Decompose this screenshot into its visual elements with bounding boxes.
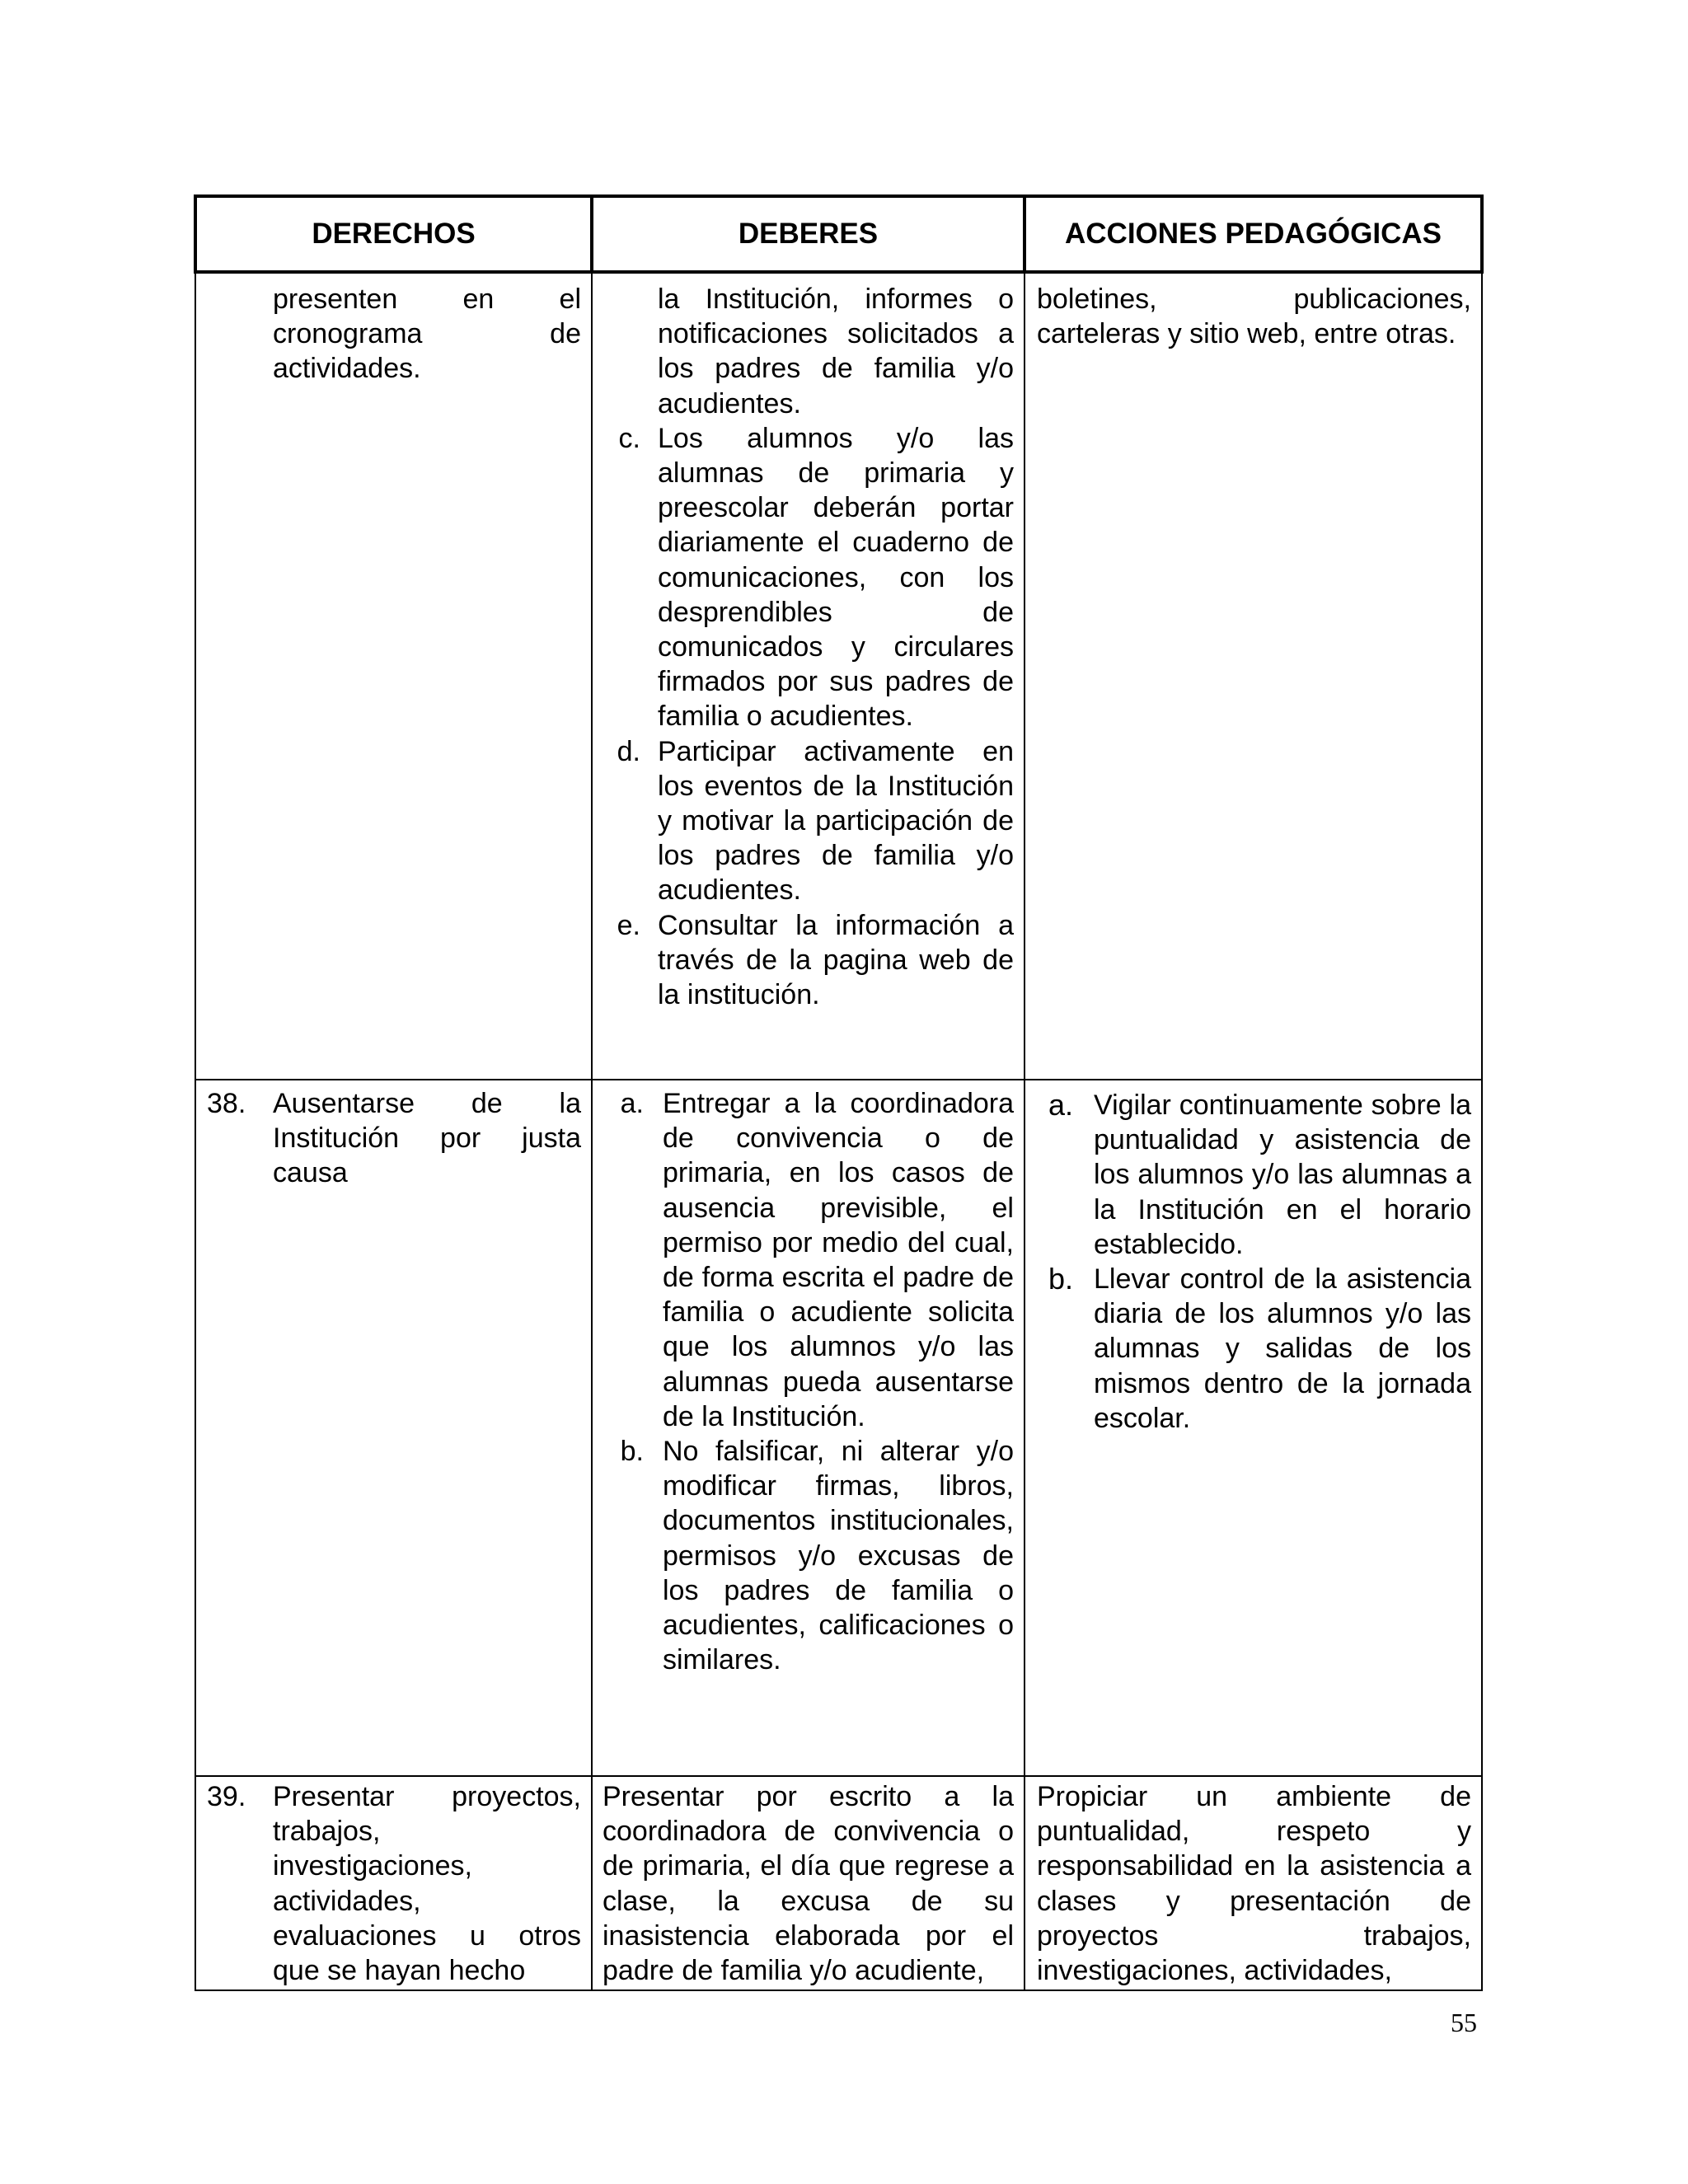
derecho-cell (195, 1080, 592, 1776)
deberes-cell (592, 272, 1025, 1080)
deberes-list (593, 1080, 1024, 1677)
list-item (611, 1086, 1014, 1434)
item-marker: c. (618, 422, 640, 454)
list-item (611, 421, 1014, 734)
deber-text: Presentar por escrito a la coordinadora de convivencia o de primaria, el día que regrese a clase, la excusa de su inasistencia elaborada por el padre de familia y/o acudiente, (603, 1781, 1014, 1987)
accion-text: boletines, publicaciones, carteleras y sitio web, entre otras. (1037, 284, 1471, 350)
page-number: 55 (1451, 2008, 1477, 2037)
deberes-list (593, 274, 1024, 1012)
item-marker: b. (1048, 1262, 1073, 1296)
deberes-cell (592, 1776, 1025, 1990)
list-item (1043, 1262, 1471, 1436)
acciones-cell (1025, 1080, 1482, 1776)
header-deberes: DEBERES (592, 196, 1025, 272)
item-text: la Institución, informes o notificaciones solicitados a los padres de familia y/o acudientes. (658, 284, 1014, 419)
derecho-cell (195, 1776, 592, 1990)
item-marker: e. (617, 909, 640, 941)
item-marker (611, 282, 658, 421)
table-row (195, 272, 1482, 1080)
item-text: Participar activamente en los eventos de la Institución y motivar la participación de los padres de familia y/o acudientes. (658, 735, 1014, 907)
item-marker: a. (1048, 1088, 1073, 1122)
item-marker: a. (620, 1088, 644, 1119)
list-item (611, 908, 1014, 1013)
item-marker: d. (617, 735, 640, 767)
table-header-row (195, 196, 1482, 272)
acciones-cell (1025, 272, 1482, 1080)
accion-text: Propiciar un ambiente de puntualidad, respeto y responsabilidad en la asistencia a clases y presentación de proyectos trabajos, investigaciones, actividades, (1037, 1781, 1471, 1987)
list-item (611, 1434, 1014, 1677)
acciones-cell (1025, 1776, 1482, 1990)
derecho-number: 38. (207, 1088, 246, 1119)
item-text: Vigilar continuamente sobre la puntualidad y asistencia de los alumnos y/o las alumnas a la Institución en el horario establecido. (1094, 1090, 1471, 1260)
derecho-number (196, 282, 273, 387)
list-item (1043, 1088, 1471, 1262)
list-item (611, 734, 1014, 908)
table-row (195, 1776, 1482, 1990)
rights-duties-table (194, 194, 1484, 1991)
table-row (195, 1080, 1482, 1776)
acciones-list (1025, 1080, 1481, 1436)
header-derechos: DERECHOS (195, 196, 592, 272)
derecho-text: presenten en el cronograma de actividades. (273, 284, 581, 385)
header-acciones-pedagogicas: ACCIONES PEDAGÓGICAS (1025, 196, 1482, 272)
derecho-text: Ausentarse de la Institución por justa causa (273, 1088, 581, 1189)
item-text: Entregar a la coordinadora de convivencia o de primaria, en los casos de ausencia previsible, el permiso por medio del cual, de forma escrita el padre de familia o acudiente solicita que los alumnos y/o las alumnas pueda ausentarse de la Institución. (663, 1088, 1014, 1432)
item-text: Los alumnos y/o las alumnas de primaria y preescolar deberán portar diariamente el cuaderno de comunicaciones, con los desprendibles de comunicados y circulares firmados por sus padres de familia o acudientes. (658, 422, 1014, 733)
list-item (611, 282, 1014, 421)
derecho-number: 39. (207, 1781, 246, 1812)
derecho-text: Presentar proyectos, trabajos, investigaciones, actividades, evaluaciones u otros que se hayan hecho (273, 1781, 581, 1987)
item-marker: b. (620, 1436, 644, 1468)
derecho-cell (195, 272, 592, 1080)
item-text: No falsificar, ni alterar y/o modificar firmas, libros, documentos institucionales, permisos y/o excusas de los padres de familia o acudientes, calificaciones o similares. (663, 1436, 1014, 1676)
deberes-cell (592, 1080, 1025, 1776)
item-text: Consultar la información a través de la pagina web de la institución. (658, 909, 1014, 1011)
item-text: Llevar control de la asistencia diaria de los alumnos y/o las alumnas y salidas de los mismos dentro de la jornada escolar. (1094, 1263, 1471, 1434)
